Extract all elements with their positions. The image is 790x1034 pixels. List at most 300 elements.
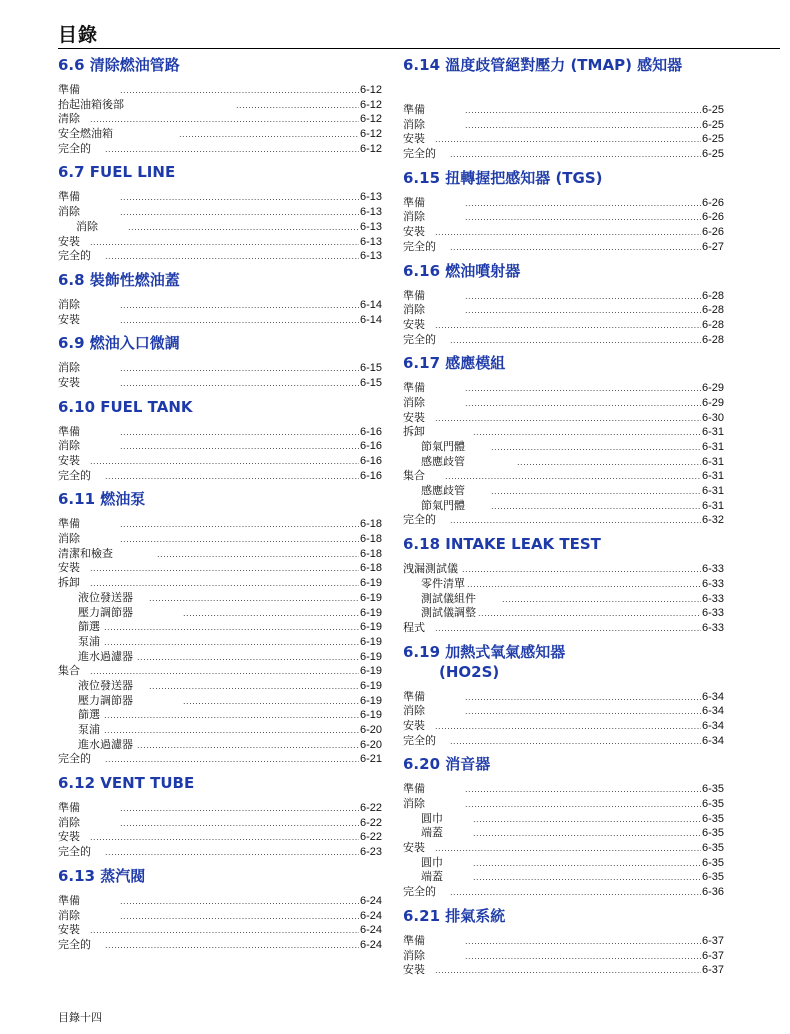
toc-entry[interactable] (403, 411, 724, 426)
toc-entry[interactable] (403, 103, 724, 118)
toc-entry[interactable] (58, 923, 382, 938)
title-divider (58, 48, 780, 49)
toc-entry-page-number: 6-23 (359, 846, 382, 859)
toc-entry-page-number: 6-20 (359, 738, 382, 751)
dot-leader (120, 314, 359, 329)
toc-entry-page-number: 6-34 (701, 734, 724, 747)
dot-leader (435, 622, 701, 637)
toc-entry-page-number: 6-16 (359, 440, 382, 453)
toc-entry-label: 消除 (403, 303, 425, 317)
toc-entry-label: 消除 (58, 439, 80, 453)
toc-entry-label: 壓力調節器 (78, 605, 133, 619)
toc-entry-page-number: 6-22 (359, 816, 382, 829)
toc-entry[interactable] (403, 303, 724, 318)
toc-entry[interactable] (403, 469, 724, 484)
toc-entry-label: 液位發送器 (78, 590, 133, 604)
toc-entry[interactable] (403, 885, 724, 900)
toc-entry[interactable] (58, 220, 382, 235)
dot-leader (478, 607, 701, 622)
dot-leader (435, 226, 701, 241)
dot-leader (465, 382, 701, 397)
toc-entry-label: 程式 (403, 620, 425, 634)
toc-entry[interactable] (58, 723, 382, 738)
toc-entry[interactable] (403, 147, 724, 162)
toc-entry[interactable] (58, 708, 382, 723)
toc-section (58, 270, 382, 327)
toc-entry-page-number: 6-25 (701, 133, 724, 146)
toc-entry[interactable] (403, 499, 724, 514)
toc-entry-label: 進水過濾器 (78, 649, 133, 663)
toc-entry-page-number: 6-36 (701, 886, 724, 899)
dot-leader (435, 319, 701, 334)
toc-entry-page-number: 6-12 (359, 128, 382, 141)
toc-entry-page-number: 6-25 (701, 104, 724, 116)
toc-entry[interactable] (58, 547, 382, 562)
toc-entry-label: 完全的 (58, 752, 91, 766)
dot-leader (90, 577, 359, 592)
toc-entry-page-number: 6-19 (359, 577, 382, 590)
toc-section (403, 55, 724, 162)
dot-leader (137, 739, 359, 754)
dot-leader (491, 441, 701, 456)
dot-leader (473, 857, 701, 872)
section-heading[interactable] (403, 642, 724, 682)
toc-entry[interactable] (58, 469, 382, 484)
toc-entry[interactable] (403, 318, 724, 333)
toc-entry-label: 安裝 (58, 312, 80, 326)
toc-entry[interactable] (58, 361, 382, 376)
toc-entry-label: 清除 (58, 112, 80, 126)
toc-entry-page-number: 6-35 (701, 798, 724, 810)
toc-entry[interactable] (58, 620, 382, 635)
toc-entry[interactable] (403, 455, 724, 470)
toc-entry[interactable] (403, 132, 724, 147)
toc-entry[interactable] (403, 606, 724, 621)
toc-entry-label: 泵浦 (78, 723, 100, 736)
toc-entry[interactable] (403, 963, 724, 978)
toc-entry[interactable] (403, 381, 724, 396)
toc-entry[interactable] (58, 694, 382, 709)
toc-entry[interactable] (58, 606, 382, 621)
toc-entry[interactable] (403, 734, 724, 749)
dot-leader (120, 817, 359, 832)
dot-leader (149, 592, 359, 607)
toc-entry[interactable] (58, 98, 382, 113)
toc-entry-label: 零件清單 (421, 576, 465, 590)
toc-entry-label: 節氣門體 (421, 498, 465, 512)
toc-entry-label: 拆卸 (403, 425, 425, 439)
dot-leader (236, 99, 359, 114)
toc-entry-page-number: 6-12 (359, 84, 382, 96)
section-heading-text: 6.19 加熱式氧氣感知器 (403, 642, 566, 661)
toc-entry[interactable] (58, 517, 382, 532)
toc-entry-page-number: 6-33 (701, 563, 724, 576)
toc-entry[interactable] (58, 845, 382, 860)
toc-entry-page-number: 6-25 (701, 148, 724, 161)
section-heading[interactable] (58, 333, 382, 353)
toc-entry-page-number: 6-26 (701, 196, 724, 209)
section-heading[interactable] (403, 55, 724, 75)
toc-entry-label: 準備 (58, 424, 80, 438)
toc-entry-label: 感應歧管 (421, 484, 465, 498)
dot-leader (467, 578, 701, 593)
section-heading-text: 6.7 FUEL LINE (58, 163, 176, 182)
toc-entry[interactable] (403, 289, 724, 304)
toc-entry[interactable] (58, 249, 382, 264)
toc-entry-page-number: 6-33 (701, 607, 724, 620)
toc-entry[interactable] (58, 190, 382, 205)
toc-entry-page-number: 6-35 (701, 842, 724, 855)
toc-entry[interactable] (58, 591, 382, 606)
dot-leader (120, 191, 359, 206)
toc-entry-page-number: 6-32 (701, 514, 724, 527)
toc-entry[interactable] (403, 210, 724, 225)
toc-entry-label: 感應歧管 (421, 454, 465, 468)
dot-leader (104, 621, 359, 636)
toc-entry-page-number: 6-15 (359, 362, 382, 375)
dot-leader (465, 705, 701, 720)
toc-entry-label: 消除 (58, 205, 80, 219)
toc-entry-page-number: 6-25 (701, 118, 724, 131)
toc-entry[interactable] (58, 679, 382, 694)
dot-leader (120, 518, 359, 533)
toc-entry[interactable] (58, 532, 382, 547)
toc-entry-label: 準備 (58, 190, 80, 204)
toc-entry[interactable] (403, 513, 724, 528)
toc-entry-page-number: 6-31 (701, 485, 724, 498)
section-heading-text: 6.16 燃油噴射器 (403, 261, 521, 280)
toc-entry-label: 準備 (403, 381, 425, 395)
dot-leader (105, 939, 359, 954)
section-heading[interactable] (403, 754, 724, 774)
toc-entry-label: 完全的 (58, 249, 91, 263)
toc-entry[interactable] (58, 635, 382, 650)
dot-leader (105, 250, 359, 265)
toc-entry[interactable] (58, 830, 382, 845)
toc-entry[interactable] (403, 333, 724, 348)
toc-entry-page-number: 6-33 (701, 592, 724, 605)
section-heading-text: 6.21 排氣系統 (403, 906, 506, 925)
toc-entry[interactable] (403, 782, 724, 797)
toc-entry[interactable] (403, 592, 724, 607)
toc-section (58, 773, 382, 860)
toc-entry-label: 抬起油箱後部 (58, 97, 124, 111)
dot-leader (445, 470, 701, 485)
toc-entry[interactable] (58, 938, 382, 953)
toc-entry-page-number: 6-34 (701, 690, 724, 703)
dot-leader (120, 84, 359, 99)
toc-entry-label: 完全的 (58, 468, 91, 482)
toc-entry-page-number: 6-19 (359, 679, 382, 692)
toc-entry-page-number: 6-37 (701, 949, 724, 962)
toc-entry-page-number: 6-13 (359, 235, 382, 248)
section-heading-text: 6.20 消音器 (403, 755, 491, 774)
dot-leader (473, 426, 701, 441)
dot-leader (465, 290, 701, 305)
dot-leader (450, 334, 701, 349)
section-heading-text: 6.14 溫度歧管絕對壓力 (TMAP) 感知器 (403, 56, 683, 74)
toc-entry-label: 安裝 (58, 454, 80, 467)
toc-section (58, 55, 382, 156)
toc-entry-page-number: 6-12 (359, 113, 382, 126)
dot-leader (491, 485, 701, 500)
toc-entry-label: 端蓋 (421, 826, 443, 840)
dot-leader (120, 533, 359, 548)
toc-entry[interactable] (403, 577, 724, 592)
toc-entry-page-number: 6-28 (701, 333, 724, 346)
toc-entry-page-number: 6-29 (701, 396, 724, 409)
dot-leader (128, 221, 359, 236)
toc-entry-label: 測試儀組件 (421, 591, 476, 605)
dot-leader (105, 470, 359, 485)
toc-entry[interactable] (403, 690, 724, 705)
section-heading-text: 6.11 燃油泵 (58, 490, 146, 509)
dot-leader (465, 950, 701, 965)
dot-leader (120, 426, 359, 441)
toc-entry-page-number: 6-34 (701, 719, 724, 732)
toc-entry-label: 完全的 (403, 885, 436, 899)
dot-leader (465, 119, 701, 134)
dot-leader (104, 709, 359, 724)
dot-leader (183, 607, 359, 622)
toc-entry[interactable] (403, 949, 724, 964)
toc-entry-label: 準備 (403, 933, 425, 947)
toc-entry-label: 圓巾 (421, 811, 443, 825)
toc-entry-label: 圓巾 (421, 855, 443, 869)
toc-entry[interactable] (58, 664, 382, 679)
section-heading[interactable] (58, 489, 382, 509)
dot-leader (491, 500, 701, 515)
toc-entry[interactable] (58, 650, 382, 665)
toc-entry[interactable] (403, 240, 724, 255)
toc-entry-page-number: 6-26 (701, 226, 724, 239)
toc-entry-label: 安裝 (58, 561, 80, 575)
toc-right-column (403, 53, 724, 984)
toc-section (403, 353, 724, 528)
toc-entry-page-number: 6-24 (359, 894, 382, 907)
toc-entry[interactable] (58, 909, 382, 924)
dot-leader (90, 455, 359, 470)
dot-leader (120, 299, 359, 314)
toc-entry[interactable] (58, 454, 382, 469)
toc-entry[interactable] (403, 826, 724, 841)
toc-entry-label: 消除 (58, 297, 80, 311)
section-heading-text: 6.6 清除燃油管路 (58, 56, 180, 74)
dot-leader (90, 831, 359, 846)
dot-leader (90, 665, 359, 680)
toc-entry-page-number: 6-33 (701, 621, 724, 634)
dot-leader (120, 362, 359, 377)
section-heading[interactable] (58, 866, 382, 886)
toc-entry-label: 消除 (58, 908, 80, 922)
section-heading[interactable] (58, 55, 382, 75)
toc-entry-label: 完全的 (58, 937, 91, 951)
toc-entry[interactable] (403, 812, 724, 827)
toc-entry[interactable] (403, 396, 724, 411)
toc-entry-page-number: 6-18 (359, 518, 382, 531)
section-heading[interactable] (58, 397, 382, 417)
toc-entry[interactable] (58, 752, 382, 767)
toc-entry[interactable] (58, 112, 382, 127)
dot-leader (179, 128, 359, 143)
toc-entry-page-number: 6-24 (359, 924, 382, 937)
dot-leader (517, 456, 701, 471)
toc-entry-page-number: 6-35 (701, 871, 724, 884)
section-heading[interactable] (403, 261, 724, 281)
toc-entry-page-number: 6-19 (359, 591, 382, 604)
toc-entry-label: 消除 (403, 395, 425, 409)
dot-leader (450, 735, 701, 750)
toc-entry-page-number: 6-19 (359, 709, 382, 722)
toc-entry-label: 完全的 (403, 239, 436, 253)
dot-leader (465, 197, 701, 212)
toc-entry[interactable] (403, 225, 724, 240)
toc-entry[interactable] (403, 870, 724, 885)
dot-leader (90, 113, 359, 128)
toc-entry-page-number: 6-24 (359, 938, 382, 951)
toc-entry[interactable] (58, 235, 382, 250)
toc-entry-page-number: 6-28 (701, 304, 724, 317)
dot-leader (435, 133, 701, 148)
toc-entry[interactable] (403, 425, 724, 440)
toc-entry[interactable] (403, 856, 724, 871)
toc-entry[interactable] (403, 934, 724, 949)
toc-left-column (58, 53, 382, 959)
toc-entry-page-number: 6-28 (701, 289, 724, 302)
section-heading[interactable] (58, 773, 382, 793)
toc-entry[interactable] (403, 484, 724, 499)
toc-entry-label: 安裝 (403, 225, 425, 239)
toc-entry-label: 安裝 (403, 963, 425, 977)
toc-entry[interactable] (403, 719, 724, 734)
toc-entry[interactable] (403, 797, 724, 812)
section-heading[interactable] (403, 353, 724, 373)
toc-entry-page-number: 6-33 (701, 577, 724, 590)
toc-section (58, 162, 382, 263)
section-heading-text: 6.18 INTAKE LEAK TEST (403, 535, 601, 554)
dot-leader (450, 241, 701, 256)
toc-entry-label: 拆卸 (58, 576, 80, 590)
toc-entry-label: 消除 (403, 797, 425, 810)
toc-entry-label: 篩選 (78, 620, 100, 634)
toc-entry[interactable] (58, 298, 382, 313)
toc-entry[interactable] (403, 440, 724, 455)
section-heading-text: 6.10 FUEL TANK (58, 397, 193, 416)
dot-leader (465, 935, 701, 950)
toc-section (403, 906, 724, 978)
dot-leader (120, 910, 359, 925)
section-heading[interactable] (58, 162, 382, 182)
page-footer: 目錄十四 (58, 1011, 102, 1024)
toc-entry[interactable] (403, 621, 724, 636)
toc-entry[interactable] (58, 894, 382, 909)
toc-entry-page-number: 6-35 (701, 827, 724, 840)
toc-entry-page-number: 6-16 (359, 455, 382, 467)
toc-entry[interactable] (58, 576, 382, 591)
toc-entry[interactable] (58, 127, 382, 142)
page-title: 目錄 (58, 24, 99, 46)
toc-entry-label: 消除 (403, 117, 425, 131)
dot-leader (435, 720, 701, 735)
section-heading-text: 6.8 裝飾性燃油蓋 (58, 270, 180, 289)
section-heading[interactable] (403, 534, 724, 554)
toc-entry-page-number: 6-19 (359, 650, 382, 663)
dot-leader (465, 798, 701, 813)
toc-entry[interactable] (58, 816, 382, 831)
toc-entry[interactable] (58, 439, 382, 454)
dot-leader (435, 412, 701, 427)
toc-entry[interactable] (403, 562, 724, 577)
toc-entry-page-number: 6-31 (701, 499, 724, 512)
toc-entry-page-number: 6-18 (359, 547, 382, 560)
toc-entry-label: 準備 (58, 801, 80, 815)
toc-entry-label: 消除 (58, 815, 80, 829)
toc-entry-page-number: 6-34 (701, 705, 724, 718)
toc-entry-label: 消除 (403, 704, 425, 718)
toc-entry-label: 泵浦 (78, 634, 100, 648)
toc-entry-label: 完全的 (403, 513, 436, 527)
toc-entry-label: 消除 (58, 361, 80, 375)
toc-entry[interactable] (58, 313, 382, 328)
section-heading-text: 6.12 VENT TUBE (58, 774, 195, 793)
toc-entry-label: 安裝 (403, 317, 425, 331)
toc-entry-label: 篩選 (78, 708, 100, 722)
dot-leader (450, 514, 701, 529)
toc-entry-page-number: 6-16 (359, 469, 382, 482)
dot-leader (157, 548, 359, 563)
dot-leader (462, 563, 701, 578)
toc-entry-label: 安裝 (403, 841, 425, 855)
toc-entry-page-number: 6-13 (359, 220, 382, 233)
toc-entry[interactable] (58, 801, 382, 816)
toc-entry[interactable] (403, 196, 724, 211)
toc-entry-page-number: 6-35 (701, 783, 724, 796)
toc-entry[interactable] (403, 118, 724, 133)
toc-entry-page-number: 6-14 (359, 298, 382, 311)
toc-section (58, 866, 382, 953)
toc-entry-page-number: 6-29 (701, 382, 724, 395)
toc-entry[interactable] (403, 841, 724, 856)
dot-leader (473, 871, 701, 886)
toc-entry-page-number: 6-21 (359, 753, 382, 766)
toc-entry-label: 安裝 (58, 375, 80, 389)
toc-entry[interactable] (58, 738, 382, 753)
toc-entry[interactable] (58, 142, 382, 157)
dot-leader (90, 236, 359, 251)
toc-entry-label: 完全的 (58, 845, 91, 859)
toc-entry-label: 節氣門體 (421, 440, 465, 453)
toc-entry[interactable] (58, 425, 382, 440)
toc-entry-page-number: 6-26 (701, 211, 724, 224)
toc-entry[interactable] (58, 83, 382, 98)
toc-entry-page-number: 6-14 (359, 313, 382, 326)
toc-entry[interactable] (58, 561, 382, 576)
toc-entry-page-number: 6-19 (359, 665, 382, 678)
toc-entry-page-number: 6-13 (359, 206, 382, 219)
section-heading[interactable] (403, 906, 724, 926)
toc-entry[interactable] (58, 205, 382, 220)
toc-entry-page-number: 6-31 (701, 470, 724, 483)
section-heading[interactable] (403, 168, 724, 188)
toc-entry-page-number: 6-37 (701, 934, 724, 947)
toc-entry-page-number: 6-18 (359, 562, 382, 575)
toc-entry[interactable] (58, 376, 382, 391)
dot-leader (120, 206, 359, 221)
toc-section (58, 489, 382, 767)
dot-leader (105, 143, 359, 158)
toc-entry[interactable] (403, 704, 724, 719)
section-heading[interactable] (58, 270, 382, 290)
